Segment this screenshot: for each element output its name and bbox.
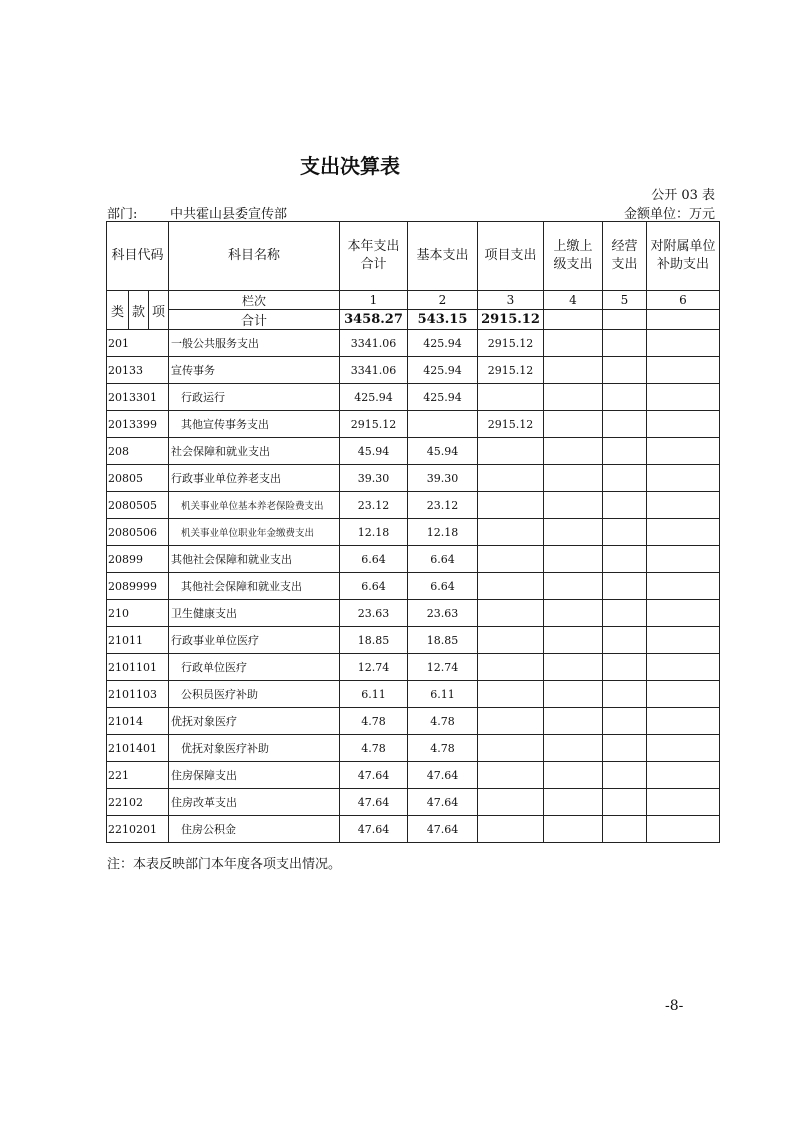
col-num: 6 <box>647 291 720 310</box>
row-basic: 47.64 <box>408 789 478 816</box>
row-code: 2089999 <box>107 573 169 600</box>
row-subsidy <box>647 816 720 843</box>
expenditure-table <box>106 221 720 843</box>
row-total: 3341.06 <box>340 357 408 384</box>
row-upper <box>544 816 603 843</box>
row-project: 2915.12 <box>478 411 544 438</box>
row-code: 2080505 <box>107 492 169 519</box>
row-business <box>603 708 647 735</box>
row-upper <box>544 654 603 681</box>
header-code: 科目代码 <box>107 222 169 291</box>
row-name: 机关事业单位职业年金缴费支出 <box>169 519 340 546</box>
row-code: 2101103 <box>107 681 169 708</box>
row-name: 住房公积金 <box>169 816 340 843</box>
row-subsidy <box>647 357 720 384</box>
table-row <box>107 735 720 762</box>
row-subsidy <box>647 330 720 357</box>
row-basic: 47.64 <box>408 816 478 843</box>
header-total: 本年支出 合计 <box>340 222 408 291</box>
row-code: 210 <box>107 600 169 627</box>
row-basic: 4.78 <box>408 708 478 735</box>
row-subsidy <box>647 789 720 816</box>
row-code: 21014 <box>107 708 169 735</box>
header-lei: 类 <box>107 291 129 330</box>
row-code: 22102 <box>107 789 169 816</box>
table-row <box>107 492 720 519</box>
row-project <box>478 708 544 735</box>
row-name: 公积员医疗补助 <box>169 681 340 708</box>
total-basic: 543.15 <box>408 310 478 330</box>
row-name: 机关事业单位基本养老保险费支出 <box>169 492 340 519</box>
row-total: 23.12 <box>340 492 408 519</box>
row-upper <box>544 384 603 411</box>
table-row <box>107 708 720 735</box>
row-code: 20805 <box>107 465 169 492</box>
row-basic: 39.30 <box>408 465 478 492</box>
row-upper <box>544 438 603 465</box>
row-basic: 6.64 <box>408 573 478 600</box>
row-name: 一般公共服务支出 <box>169 330 340 357</box>
row-code: 208 <box>107 438 169 465</box>
row-subsidy <box>647 573 720 600</box>
row-code: 2101101 <box>107 654 169 681</box>
row-basic: 23.12 <box>408 492 478 519</box>
form-number: 公开 03 表 <box>651 188 715 203</box>
row-upper <box>544 735 603 762</box>
table-row <box>107 600 720 627</box>
row-subsidy <box>647 762 720 789</box>
row-business <box>603 573 647 600</box>
row-total: 47.64 <box>340 789 408 816</box>
row-business <box>603 465 647 492</box>
col-num: 5 <box>603 291 647 310</box>
table-row <box>107 681 720 708</box>
total-subsidy <box>647 310 720 330</box>
row-business <box>603 735 647 762</box>
row-basic: 425.94 <box>408 330 478 357</box>
row-business <box>603 438 647 465</box>
row-code: 2210201 <box>107 816 169 843</box>
row-project <box>478 384 544 411</box>
row-total: 39.30 <box>340 465 408 492</box>
row-code: 221 <box>107 762 169 789</box>
row-total: 6.64 <box>340 573 408 600</box>
column-number-row <box>107 291 720 310</box>
row-upper <box>544 573 603 600</box>
row-name: 其他社会保障和就业支出 <box>169 573 340 600</box>
header-xiang: 项 <box>149 291 169 330</box>
row-business <box>603 681 647 708</box>
row-name: 行政单位医疗 <box>169 654 340 681</box>
department-label: 部门: <box>107 207 138 222</box>
row-project <box>478 492 544 519</box>
row-name: 行政运行 <box>169 384 340 411</box>
header-upper: 上缴上 级支出 <box>544 222 603 291</box>
row-basic: 45.94 <box>408 438 478 465</box>
header-kuan: 款 <box>129 291 149 330</box>
row-total: 6.64 <box>340 546 408 573</box>
table-row <box>107 519 720 546</box>
row-upper <box>544 465 603 492</box>
row-upper <box>544 546 603 573</box>
row-subsidy <box>647 681 720 708</box>
table-row <box>107 627 720 654</box>
row-project <box>478 573 544 600</box>
row-total: 12.74 <box>340 654 408 681</box>
row-project <box>478 546 544 573</box>
total-upper <box>544 310 603 330</box>
row-project <box>478 438 544 465</box>
row-business <box>603 330 647 357</box>
row-business <box>603 627 647 654</box>
row-business <box>603 654 647 681</box>
row-project <box>478 654 544 681</box>
table-row <box>107 330 720 357</box>
row-upper <box>544 762 603 789</box>
row-upper <box>544 681 603 708</box>
row-subsidy <box>647 519 720 546</box>
row-business <box>603 357 647 384</box>
total-project: 2915.12 <box>478 310 544 330</box>
row-upper <box>544 789 603 816</box>
row-basic: 18.85 <box>408 627 478 654</box>
row-total: 425.94 <box>340 384 408 411</box>
header-subsidy: 对附属单位 补助支出 <box>647 222 720 291</box>
header-basic: 基本支出 <box>408 222 478 291</box>
row-project <box>478 465 544 492</box>
row-subsidy <box>647 492 720 519</box>
row-project <box>478 627 544 654</box>
row-basic: 12.74 <box>408 654 478 681</box>
col-num: 4 <box>544 291 603 310</box>
row-subsidy <box>647 546 720 573</box>
total-label: 合计 <box>169 310 340 330</box>
row-project <box>478 735 544 762</box>
table-row <box>107 411 720 438</box>
row-code: 20899 <box>107 546 169 573</box>
row-project <box>478 762 544 789</box>
row-upper <box>544 492 603 519</box>
row-business <box>603 519 647 546</box>
row-name: 社会保障和就业支出 <box>169 438 340 465</box>
row-code: 201 <box>107 330 169 357</box>
row-code: 20133 <box>107 357 169 384</box>
row-upper <box>544 330 603 357</box>
row-name: 行政事业单位医疗 <box>169 627 340 654</box>
row-subsidy <box>647 384 720 411</box>
col-num: 2 <box>408 291 478 310</box>
row-subsidy <box>647 600 720 627</box>
row-basic: 47.64 <box>408 762 478 789</box>
row-basic: 12.18 <box>408 519 478 546</box>
row-total: 23.63 <box>340 600 408 627</box>
row-code: 2080506 <box>107 519 169 546</box>
table-row <box>107 465 720 492</box>
page-number: -8- <box>665 998 684 1014</box>
row-business <box>603 600 647 627</box>
row-upper <box>544 519 603 546</box>
row-basic: 425.94 <box>408 357 478 384</box>
row-code: 2013399 <box>107 411 169 438</box>
row-code: 2013301 <box>107 384 169 411</box>
row-business <box>603 546 647 573</box>
row-subsidy <box>647 654 720 681</box>
total-business <box>603 310 647 330</box>
row-project <box>478 681 544 708</box>
row-total: 18.85 <box>340 627 408 654</box>
row-total: 6.11 <box>340 681 408 708</box>
row-total: 4.78 <box>340 735 408 762</box>
row-total: 45.94 <box>340 438 408 465</box>
row-project: 2915.12 <box>478 357 544 384</box>
row-total: 4.78 <box>340 708 408 735</box>
row-name: 住房改革支出 <box>169 789 340 816</box>
total-sum: 3458.27 <box>340 310 408 330</box>
header-row <box>107 222 720 291</box>
header-project: 项目支出 <box>478 222 544 291</box>
row-upper <box>544 708 603 735</box>
row-project <box>478 600 544 627</box>
row-basic <box>408 411 478 438</box>
row-basic: 4.78 <box>408 735 478 762</box>
table-row <box>107 438 720 465</box>
row-project <box>478 816 544 843</box>
row-name: 其他社会保障和就业支出 <box>169 546 340 573</box>
row-business <box>603 384 647 411</box>
row-code: 21011 <box>107 627 169 654</box>
row-name: 优抚对象医疗 <box>169 708 340 735</box>
row-name: 宣传事务 <box>169 357 340 384</box>
amount-unit: 金额单位：万元 <box>623 207 715 222</box>
row-subsidy <box>647 627 720 654</box>
table-row <box>107 546 720 573</box>
row-business <box>603 816 647 843</box>
row-basic: 425.94 <box>408 384 478 411</box>
row-total: 12.18 <box>340 519 408 546</box>
row-business <box>603 411 647 438</box>
row-subsidy <box>647 411 720 438</box>
table-row <box>107 816 720 843</box>
row-basic: 6.11 <box>408 681 478 708</box>
row-project <box>478 519 544 546</box>
table-row <box>107 789 720 816</box>
row-name: 卫生健康支出 <box>169 600 340 627</box>
table-row <box>107 357 720 384</box>
row-name: 住房保障支出 <box>169 762 340 789</box>
row-project <box>478 789 544 816</box>
col-num: 3 <box>478 291 544 310</box>
table-row <box>107 762 720 789</box>
row-subsidy <box>647 735 720 762</box>
row-upper <box>544 600 603 627</box>
row-upper <box>544 627 603 654</box>
row-total: 2915.12 <box>340 411 408 438</box>
header-name: 科目名称 <box>169 222 340 291</box>
row-total: 3341.06 <box>340 330 408 357</box>
row-total: 47.64 <box>340 816 408 843</box>
row-total: 47.64 <box>340 762 408 789</box>
page-title: 支出决算表 <box>300 154 400 178</box>
row-basic: 6.64 <box>408 546 478 573</box>
row-subsidy <box>647 438 720 465</box>
row-project: 2915.12 <box>478 330 544 357</box>
row-subsidy <box>647 708 720 735</box>
row-basic: 23.63 <box>408 600 478 627</box>
row-name: 行政事业单位养老支出 <box>169 465 340 492</box>
header-business: 经营 支出 <box>603 222 647 291</box>
department-name: 中共霍山县委宣传部 <box>170 207 288 222</box>
table-row <box>107 654 720 681</box>
row-code: 2101401 <box>107 735 169 762</box>
row-business <box>603 762 647 789</box>
col-num: 1 <box>340 291 408 310</box>
header-lanci: 栏次 <box>169 291 340 310</box>
row-subsidy <box>647 465 720 492</box>
row-name: 其他宣传事务支出 <box>169 411 340 438</box>
total-row <box>107 310 720 330</box>
row-upper <box>544 357 603 384</box>
row-name: 优抚对象医疗补助 <box>169 735 340 762</box>
table-row <box>107 384 720 411</box>
row-upper <box>544 411 603 438</box>
row-business <box>603 492 647 519</box>
row-business <box>603 789 647 816</box>
table-row <box>107 573 720 600</box>
footnote: 注：本表反映部门本年度各项支出情况。 <box>107 857 342 872</box>
